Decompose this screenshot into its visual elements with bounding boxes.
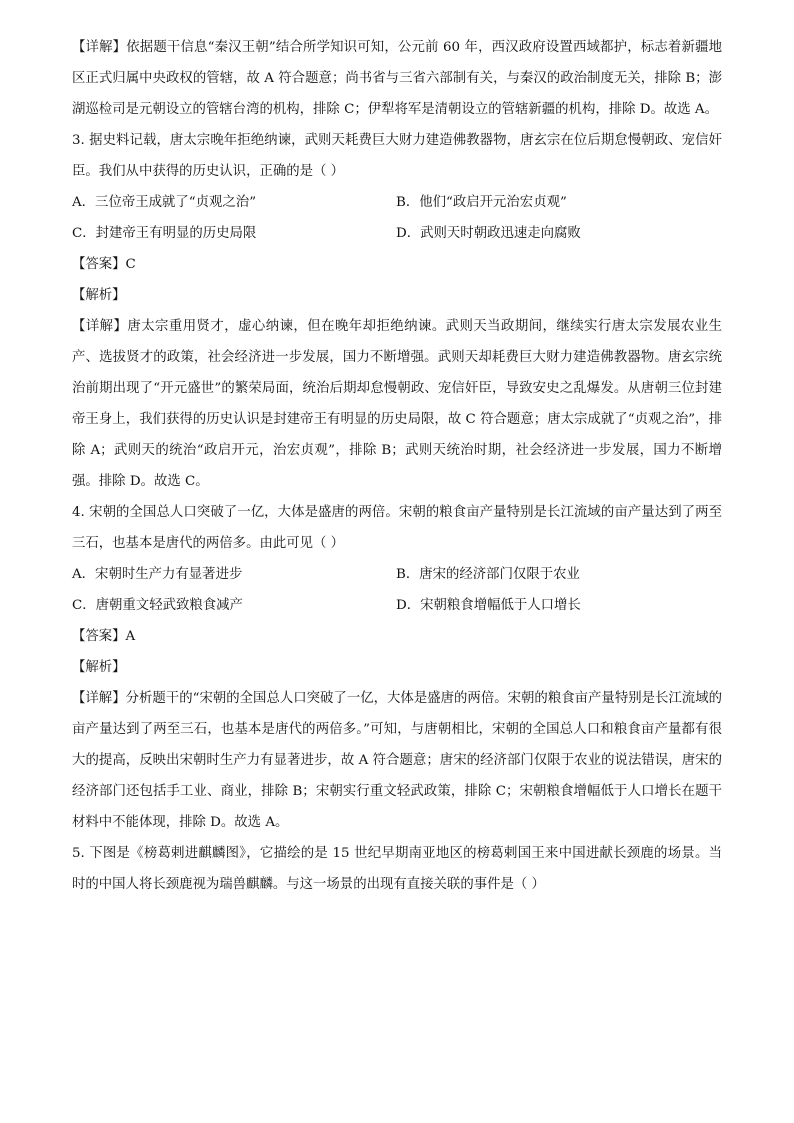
q4-option-d: D．宋朝粮食增幅低于人口增长 bbox=[396, 598, 581, 613]
q3-options bbox=[72, 187, 722, 249]
q4-stem: 4. 宋朝的全国总人口突破了一亿，大体是盛唐的两倍。宋朝的粮食亩产量特别是长江流域的亩产量达到了两至三石，也基本是唐代的两倍多。由此可见（ ） bbox=[72, 505, 722, 551]
q3-option-a: A．三位帝王成就了“贞观之治” bbox=[72, 195, 257, 210]
q4-option-b: B．唐宋的经济部门仅限于农业 bbox=[396, 567, 580, 582]
q3-detail: 【详解】唐太宗重用贤才，虚心纳谏，但在晚年却拒绝纳谏。武则天当政期间，继续实行唐太宗发展农业生产、选拔贤才的政策，社会经济进一步发展，国力不断增强。武则天却耗费巨大财力建造佛教器物。唐玄宗统治前期出现了“开元盛世”的繁荣局面，统治后期却怠慢朝政、宠信奸臣，导致安史之乱爆发。从唐朝三位封建帝王身上，我们获得的历史认识是封建帝王有明显的历史局限，故 C 符合题意；唐太宗成就了“贞观之治”，排除 A；武则天的统治“政启开元，治宏贞观”，排除 B；武则天统治时期，社会经济进一步发展，国力不断增强。排除 D。故选 C。 bbox=[72, 319, 722, 489]
q3-option-d: D．武则天时朝政迅速走向腐败 bbox=[396, 226, 581, 241]
q3-analysis-label: 【解析】 bbox=[72, 288, 126, 303]
q2-detail: 【详解】依据题干信息“秦汉王朝”结合所学知识可知，公元前 60 年，西汉政府设置西域都护，标志着新疆地区正式归属中央政权的管辖，故 A 符合题意；尚书省与三省六部制有关，与秦汉的政治制度无关，排除 B；澎湖巡检司是元朝设立的管辖台湾的机构，排除 C；伊犁将军是清朝设立的管辖新疆的机构，排除 D。故选 A。 bbox=[72, 40, 722, 117]
q3-option-b: B．他们“政启开元治宏贞观” bbox=[396, 195, 567, 210]
q4-option-a: A．宋朝时生产力有显著进步 bbox=[72, 567, 243, 582]
q4-options bbox=[72, 559, 722, 621]
q4-answer: 【答案】A bbox=[72, 629, 136, 644]
q3-stem: 3. 据史料记载，唐太宗晚年拒绝纳谏，武则天耗费巨大财力建造佛教器物，唐玄宗在位后期怠慢朝政、宠信奸臣。我们从中获得的历史认识，正确的是（ ） bbox=[72, 133, 722, 179]
q4-option-c: C．唐朝重文轻武致粮食减产 bbox=[72, 598, 243, 613]
q3-answer: 【答案】C bbox=[72, 257, 136, 272]
q4-analysis-label: 【解析】 bbox=[72, 660, 126, 675]
q4-detail: 【详解】分析题干的“宋朝的全国总人口突破了一亿，大体是盛唐的两倍。宋朝的粮食亩产量特别是长江流域的亩产量达到了两至三石，也基本是唐代的两倍多。”可知，与唐朝相比，宋朝的全国总人口和粮食亩产量都有很大的提高，反映出宋朝时生产力有显著进步，故 A 符合题意；唐宋的经济部门仅限于农业的说法错误，唐宋的经济部门还包括手工业、商业，排除 B；宋朝实行重文轻武政策，排除 C；宋朝粮食增幅低于人口增长在题干材料中不能体现，排除 D。故选 A。 bbox=[72, 691, 722, 830]
q5-stem: 5. 下图是《榜葛剌进麒麟图》，它描绘的是 15 世纪早期南亚地区的榜葛剌国王来中国进献长颈鹿的场景。当时的中国人将长颈鹿视为瑞兽麒麟。与这一场景的出现有直接关联的事件是（ ） bbox=[72, 846, 722, 892]
q3-option-c: C．封建帝王有明显的历史局限 bbox=[72, 226, 257, 241]
